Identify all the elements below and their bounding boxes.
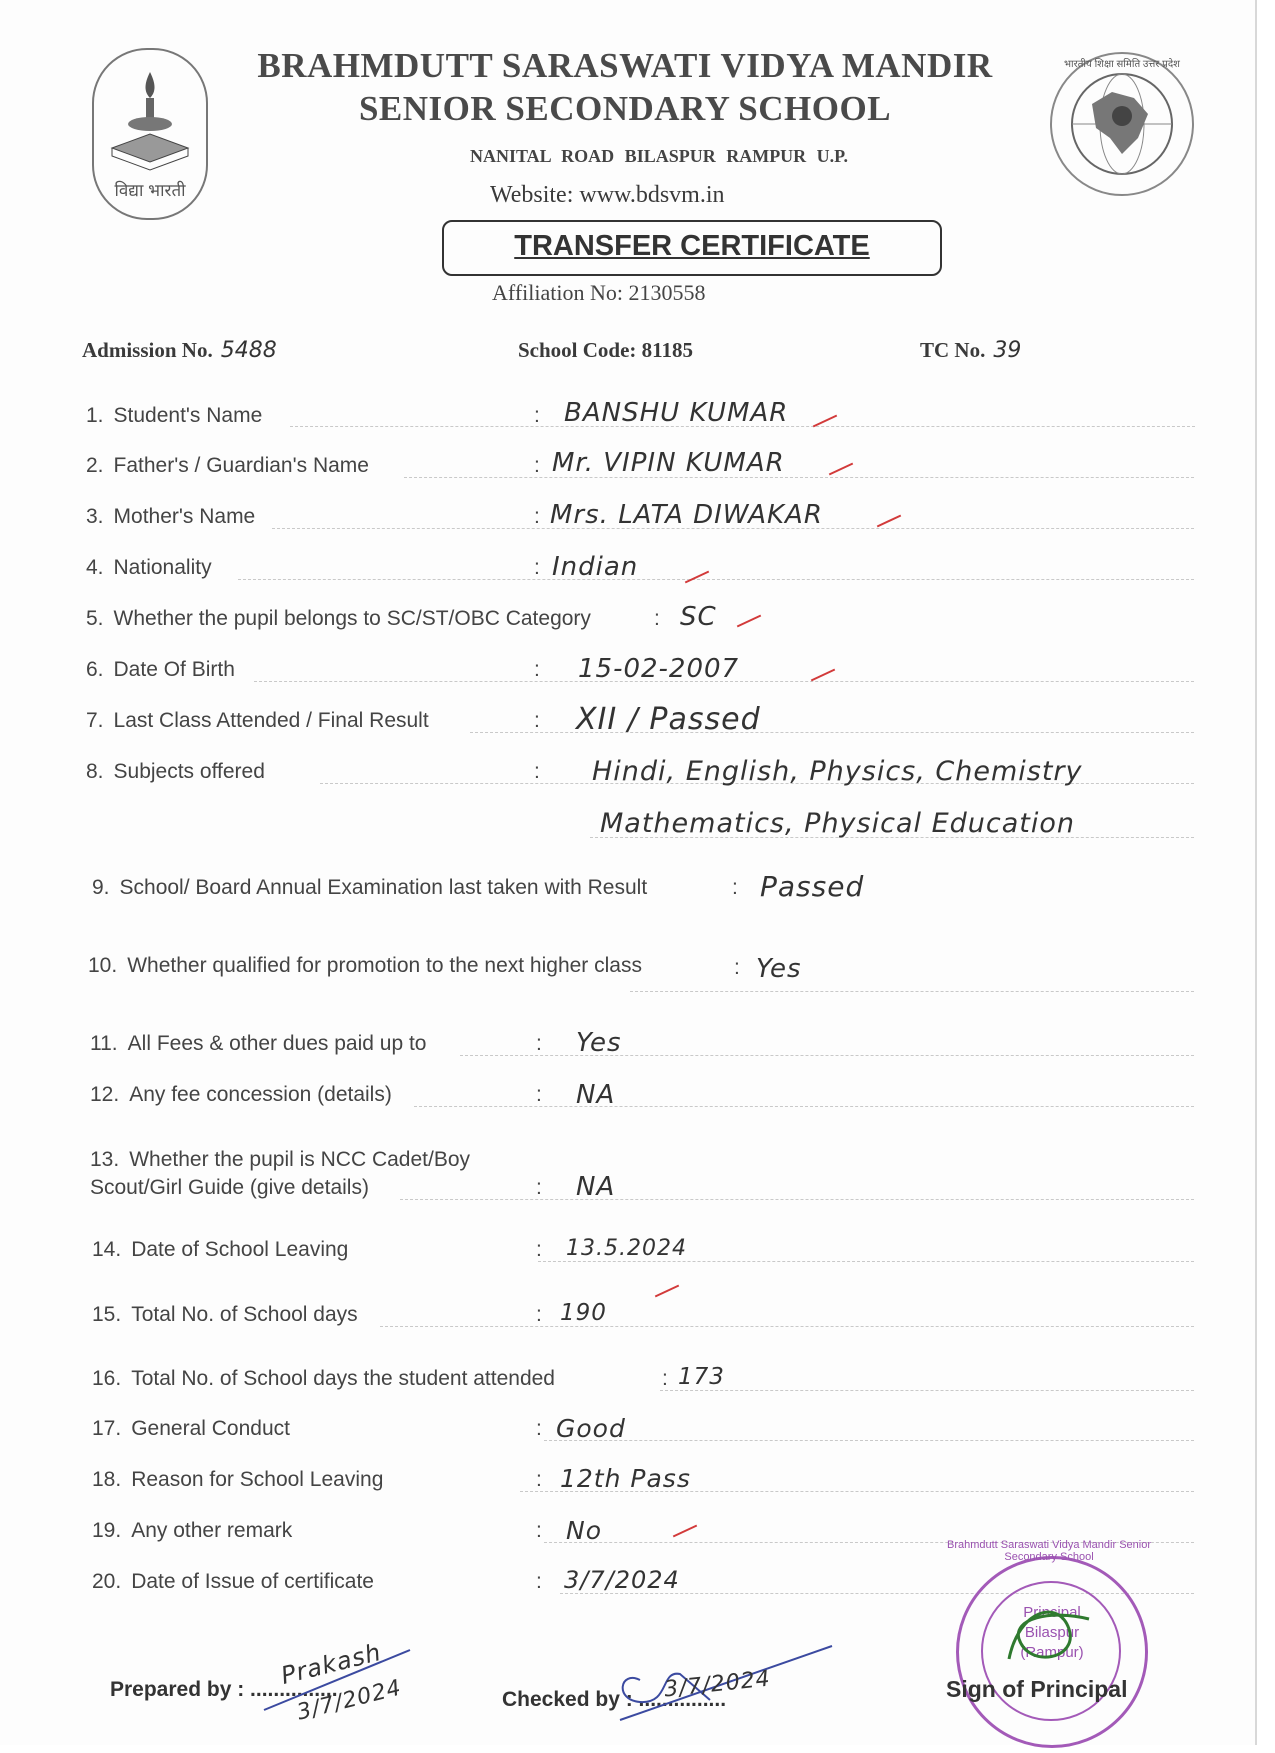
- school-name-line2: SENIOR SECONDARY SCHOOL: [358, 89, 892, 128]
- school-stamp: [946, 1539, 1151, 1748]
- principal-sign-label: Sign of Principal: [946, 1676, 1128, 1702]
- date-of-birth-value: 15-02-2007: [578, 654, 740, 684]
- field-ncc-line2: Scout/Girl Guide (give details): [90, 1176, 369, 1199]
- subjects-value-line2: Mathematics, Physical Education: [600, 808, 1075, 839]
- field-student-name: 1. Student's Name: [86, 404, 263, 427]
- school-name: [200, 44, 1050, 130]
- board-exam-value: Passed: [760, 870, 865, 903]
- fees-paid-value: Yes: [576, 1028, 622, 1058]
- stamp-text: Principal: [1023, 1604, 1081, 1621]
- affiliation-number: Affiliation No: 2130558: [492, 280, 706, 305]
- tc-value: 39: [993, 338, 1022, 363]
- field-subjects: 8. Subjects offered: [86, 760, 265, 783]
- school-name-line1: BRAHMDUTT SARASWATI VIDYA MANDIR: [257, 46, 993, 85]
- field-category: 5. Whether the pupil belongs to SC/ST/OBC Category: [86, 607, 591, 630]
- certificate-page: विद्या भारती भारतीय शिक्षा समिति उत्तर प्रदेश BRAHMDUTT SARASWATI VIDYA MANDIR SENIOR SECONDARY SCHOOL NANITAL ROAD BILASPUR RAMPUR U.P. Website: www.bdsvm.in TRANSFER CERTIFICATE Affiliation No: 2130558 Admission No. 5488 School Code: 81185 TC No. 39 1. Student's Name : BANSHU KUMAR 2. Father's / Guardian's Name : Mr. VIPIN KUMAR 3. Mother's Name : Mrs. LATA DIWAKAR 4. Nationality : Indian 5. Whether the pupil belongs to SC/ST/OBC Category : SC 6. Date Of Birth : 15-02-2007 7. Last Class Attended / Final Result : XII / Passed 8. Subjects offered : Hindi, English, Physics, Chemistry Mathematics, Physical Education 9. School/ Board Annual Examination last taken with Result : Passed 10. Whether qualified for promotion to the next higher class : Yes 11. All Fees & other dues paid up to : Yes 12. Any fee concession (details) : NA 13. Whether the pupil is NCC Cadet/Boy Scout/Girl Guide (give details) : NA 14. Date of School Leaving : 13.5.2024 15. Total No. of School days : 190 16. Total No. of School days the student attended : 173 17. General Conduct : Good 18. Reason for School Leaving : 12th Pass 19. Any other remark : No 20. Date of Issue of certificate : 3/7/2024 Prepared by : ............... Prakash 3/7/2024 Checked by : ............... 3/7/2024 Principal Bilaspur (Rampur) Brahmdutt Saraswati Vidya Mandir Senior Secondary School Sign of Principal: [0, 0, 1257, 1745]
- stamp-text: (Rampur): [1020, 1644, 1084, 1661]
- field-conduct: 17. General Conduct: [92, 1417, 290, 1440]
- field-days-attended: 16. Total No. of School days the student attended: [92, 1367, 555, 1390]
- tc-label: TC No.: [920, 338, 986, 362]
- vidya-bharati-logo: [92, 48, 208, 220]
- field-mother-name: 3. Mother's Name: [86, 505, 256, 528]
- field-father-name: 2. Father's / Guardian's Name: [86, 454, 369, 477]
- promotion-value: Yes: [756, 954, 802, 984]
- issue-date-value: 3/7/2024: [564, 1566, 680, 1594]
- total-days-value: 190: [560, 1300, 607, 1326]
- field-nationality: 4. Nationality: [86, 556, 212, 579]
- certificate-title: TRANSFER CERTIFICATE: [514, 230, 870, 262]
- field-leaving-reason: 18. Reason for School Leaving: [92, 1468, 384, 1491]
- field-date-of-birth: 6. Date Of Birth: [86, 658, 235, 681]
- check-mark: [685, 571, 709, 584]
- fee-concession-value: NA: [576, 1080, 616, 1110]
- days-attended-value: 173: [678, 1364, 725, 1390]
- checked-by-date: 3/7/2024: [662, 1666, 772, 1703]
- last-class-value: XII / Passed: [576, 702, 761, 737]
- globe-icon: [1052, 54, 1192, 194]
- father-name-value: Mr. VIPIN KUMAR: [552, 448, 785, 478]
- field-fees-paid: 11. All Fees & other dues paid up to: [90, 1032, 427, 1055]
- subjects-value: Hindi, English, Physics, Chemistry: [592, 756, 1083, 787]
- prepared-by-date: 3/7/2024: [294, 1675, 405, 1726]
- logo-caption: भारतीय शिक्षा समिति उत्तर प्रदेश: [1064, 59, 1180, 70]
- check-mark: [737, 615, 761, 628]
- check-mark: [673, 1525, 697, 1538]
- checked-by-label: Checked by : ...............: [502, 1688, 727, 1711]
- school-code: School Code: 81185: [518, 338, 694, 362]
- school-address: NANITAL ROAD BILASPUR RAMPUR U.P.: [470, 146, 849, 166]
- field-ncc: 13. Whether the pupil is NCC Cadet/Boy: [90, 1148, 471, 1171]
- category-value: SC: [680, 602, 717, 632]
- nationality-value: Indian: [552, 552, 639, 582]
- prepared-by-label: Prepared by : ...............: [110, 1678, 338, 1701]
- logo-caption: विद्या भारती: [114, 181, 186, 200]
- admission-value: 5488: [220, 338, 277, 363]
- prepared-by-signature: Prakash: [278, 1638, 385, 1690]
- field-total-days: 15. Total No. of School days: [92, 1303, 358, 1326]
- tc-number: [920, 338, 1021, 363]
- leaving-reason-value: 12th Pass: [560, 1464, 691, 1493]
- principal-signature: [989, 1589, 1109, 1689]
- field-board-exam: 9. School/ Board Annual Examination last taken with Result: [92, 876, 648, 899]
- leaving-date-value: 13.5.2024: [566, 1236, 687, 1261]
- bharatiya-shiksha-samiti-logo: [1050, 52, 1194, 196]
- check-mark: [655, 1285, 679, 1298]
- field-remark: 19. Any other remark: [92, 1519, 293, 1542]
- field-fee-concession: 12. Any fee concession (details): [90, 1083, 392, 1106]
- prepared-by-underline: [260, 1640, 420, 1720]
- admission-label: Admission No.: [82, 338, 213, 362]
- field-issue-date: 20. Date of Issue of certificate: [92, 1570, 374, 1593]
- remark-value: No: [566, 1516, 602, 1545]
- student-name-value: BANSHU KUMAR: [564, 398, 789, 428]
- mother-name-value: Mrs. LATA DIWAKAR: [550, 500, 823, 530]
- ncc-value: NA: [576, 1172, 616, 1202]
- school-website: Website: www.bdsvm.in: [490, 182, 725, 208]
- field-leaving-date: 14. Date of School Leaving: [92, 1238, 349, 1261]
- admission-number: [82, 338, 277, 363]
- conduct-value: Good: [556, 1414, 626, 1443]
- stamp-text: Bilaspur: [1024, 1624, 1080, 1641]
- stamp-ring-text: Brahmdutt Saraswati Vidya Mandir Senior Secondary School: [946, 1539, 1151, 1563]
- field-last-class: 7. Last Class Attended / Final Result: [86, 709, 429, 732]
- check-mark: [829, 463, 853, 476]
- check-mark: [877, 515, 901, 528]
- field-promotion: 10. Whether qualified for promotion to the next higher class: [88, 954, 642, 977]
